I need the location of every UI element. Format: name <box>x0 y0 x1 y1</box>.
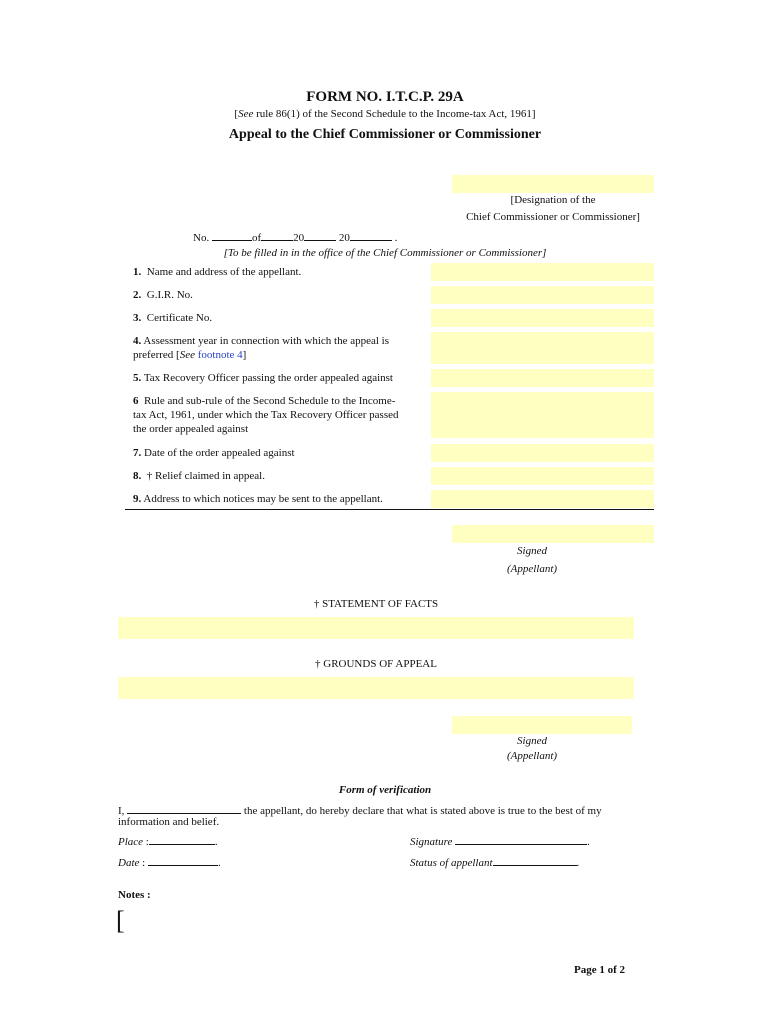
footnote-4-link[interactable]: footnote 4 <box>197 349 243 361</box>
item-2: 2. G.I.R. No. <box>133 289 193 301</box>
tax-recovery-officer-field[interactable] <box>431 369 654 387</box>
status-line: Status of appellant . <box>410 854 579 869</box>
designation-line2: Chief Commissioner or Commissioner] <box>466 211 640 223</box>
notice-address-field[interactable] <box>431 490 654 508</box>
notes-bracket: [ <box>116 906 125 935</box>
grounds-of-appeal-heading: † GROUNDS OF APPEAL <box>315 658 437 670</box>
statement-of-facts-field[interactable] <box>118 617 634 639</box>
year-blank-2[interactable] <box>350 229 392 241</box>
item-7: 7. Date of the order appealed against <box>133 447 295 459</box>
item-5: 5. Tax Recovery Officer passing the order appealed against <box>133 372 393 384</box>
place-blank[interactable] <box>149 833 215 845</box>
year-blank-1[interactable] <box>304 229 336 241</box>
appellant-signature-field-2[interactable] <box>452 716 632 734</box>
verification-title: Form of verification <box>338 784 432 796</box>
item-1: 1. Name and address of the appellant. <box>133 266 302 278</box>
order-date-field[interactable] <box>431 444 654 462</box>
relief-claimed-field[interactable] <box>431 467 654 485</box>
appeal-number-line: No. of 20 20 . <box>193 229 397 244</box>
appellant-signature-field-1[interactable] <box>452 525 654 543</box>
item-3: 3. Certificate No. <box>133 312 213 324</box>
verification-line-2: information and belief. <box>118 816 220 828</box>
date-blank[interactable] <box>148 854 218 866</box>
date-line: Date : . <box>118 854 221 869</box>
item-6: 6 Rule and sub-rule of the Second Schedule to the Income- tax Act, 1961, under which the Tax Recovery Officer passed the order appealed against <box>133 395 399 435</box>
certificate-no-field[interactable] <box>431 309 654 327</box>
statement-of-facts-heading: † STATEMENT OF FACTS <box>313 598 439 610</box>
name-address-field[interactable] <box>431 263 654 281</box>
section-divider <box>125 509 654 510</box>
form-heading: Appeal to the Chief Commissioner or Commissioner <box>228 127 542 142</box>
gir-no-field[interactable] <box>431 286 654 304</box>
grounds-of-appeal-field[interactable] <box>118 677 634 699</box>
designation-field[interactable] <box>452 175 654 193</box>
rule-subrule-field[interactable] <box>431 392 654 438</box>
item-8: 8. † Relief claimed in appeal. <box>133 470 265 482</box>
signature-blank[interactable] <box>455 833 587 845</box>
item-4: 4. Assessment year in connection with which the appeal is preferred [See footnote 4] <box>133 335 390 361</box>
form-subtitle: [See rule 86(1) of the Second Schedule to the Income-tax Act, 1961] <box>234 108 536 120</box>
verification-line: I, the appellant, do hereby declare that what is stated above is true to the best of my <box>118 802 602 817</box>
notes-label: Notes : <box>118 889 151 901</box>
assessment-year-field[interactable] <box>431 332 654 364</box>
designation-line1: [Designation of the <box>510 194 596 206</box>
appellant-label-1: (Appellant) <box>506 563 558 575</box>
signed-label-1: Signed <box>517 545 547 557</box>
appeal-number-blank[interactable] <box>212 229 252 241</box>
item-9: 9. Address to which notices may be sent to the appellant. <box>133 493 383 505</box>
place-line: Place : . <box>118 833 218 848</box>
verifier-name-blank[interactable] <box>127 802 241 814</box>
form-title: FORM NO. I.T.C.P. 29A <box>306 89 464 105</box>
signed-label-2: Signed <box>517 735 547 747</box>
page-number: Page 1 of 2 <box>574 964 626 976</box>
status-blank[interactable] <box>493 854 577 866</box>
signature-line: Signature . <box>410 833 590 848</box>
of-blank[interactable] <box>261 229 293 241</box>
appellant-label-2: (Appellant) <box>506 750 558 762</box>
office-note: [To be filled in in the office of the Chief Commissioner or Commissioner] <box>223 247 547 259</box>
